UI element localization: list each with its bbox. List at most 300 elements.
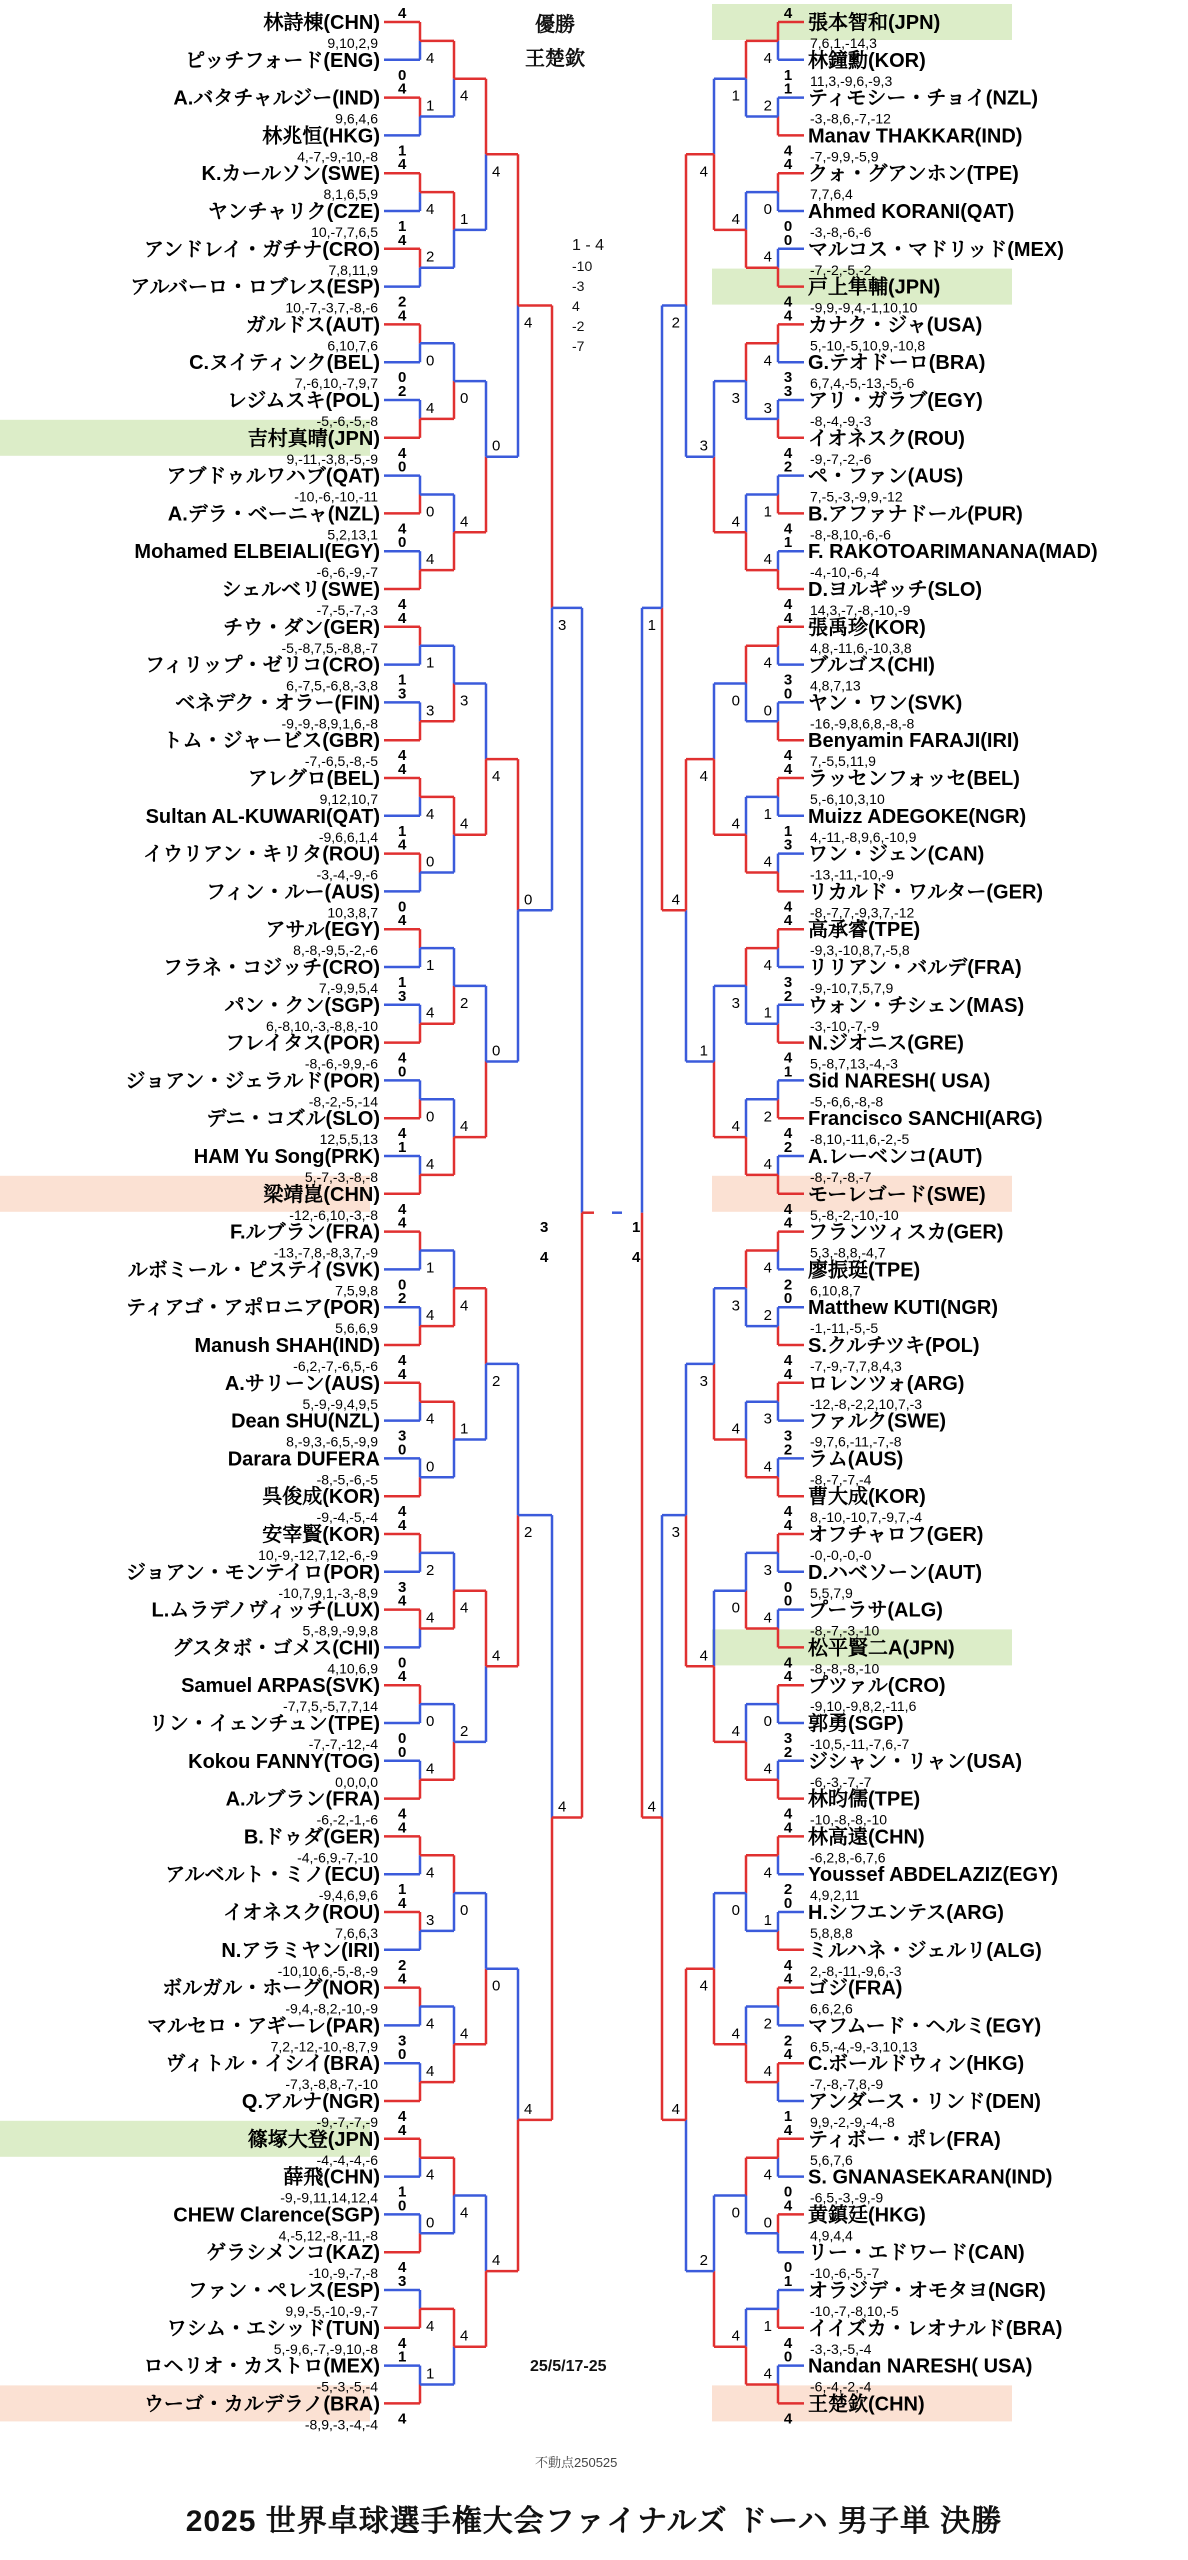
final-score-a: 1 [572,237,581,254]
player-name-left: N.アラミヤン(IRI) [221,1939,380,1962]
games-won-left: 1 [398,671,407,689]
page-title: 2025 世界卓球選手権大会ファイナルズ ドーハ 男子単 決勝 [185,2505,1003,2538]
games-won-left: 4 [398,1517,407,1534]
match-score-left: -6,-2,-1,-6 [316,1811,378,1828]
round-games-right: 1 [763,2317,772,2335]
match-score-right: 5,5,7,9 [810,1584,853,1601]
player-name-right: オフチャロフ(GER) [808,1524,984,1546]
match-score-left: -8,-5,-6,-5 [316,1471,378,1488]
player-name-right: Nandan NARESH( USA) [808,2355,1033,2378]
match-score-left: -7,3,-8,8,-7,-10 [285,2076,378,2093]
player-name-right: Matthew KUTI(NGR) [808,1297,998,1320]
match-score-left: 4,-7,-9,-10,-8 [297,148,378,165]
round-games-right: 2 [699,2252,708,2270]
player-name-left: ファン・ペレス(ESP) [187,2280,380,2302]
games-won-right: 4 [783,761,793,778]
match-score-left: 7,-6,10,-7,9,7 [294,375,378,392]
games-won-right: 4 [783,1214,793,1232]
games-won-right: 0 [783,2183,793,2201]
match-score-left: -10,-6,-10,-11 [294,488,378,505]
round-games-right: 1 [763,503,772,521]
games-won-right: 4 [783,142,793,160]
player-name-left: ルボミール・ピステイ(SVK) [127,1259,380,1282]
player-name-right: 林高遠(CHN) [808,1826,925,1849]
round-games-right: 3 [671,1524,680,1542]
player-name-left: Q.アルナ(NGR) [241,2091,380,2113]
round-games-right: 2 [763,97,772,115]
games-won-right: 3 [783,836,793,854]
match-score-right: -3,-3,-5,-4 [810,2340,872,2357]
match-score-right: -6,-4,-2,-4 [810,2378,872,2395]
round-games-right: 4 [763,654,772,672]
player-name-right: マフムード・ヘルミ(EGY) [808,2015,1042,2038]
match-score-left: 8,1,6,5,9 [323,186,378,203]
games-won-right: 1 [783,822,793,840]
round-games-left: 0 [426,1108,435,1126]
games-won-right: 4 [783,1200,793,1218]
round-games-left: 1 [426,957,435,975]
games-won-left: 1 [398,974,407,991]
games-won-left: 4 [398,1200,407,1218]
match-score-right: 11,3,-9,6,-9,3 [810,72,893,89]
round-games-left: 2 [492,1372,501,1390]
player-name-right: 張禹珍(KOR) [808,616,926,639]
games-won-left: 4 [398,5,407,22]
player-name-left: K.カールソン(SWE) [201,163,380,186]
match-score-left: -8,-6,-9,9,-6 [304,1055,378,1072]
player-name-left: A.ルブラン(FRA) [225,1788,380,1811]
round-games-right: 4 [699,163,708,181]
match-score-right: -3,-10,-7,-9 [810,1017,880,1034]
match-score-right: -8,-8,-8,-10 [810,1660,880,1677]
match-score-right: -9,3,-10,8,7,-5,8 [810,942,910,959]
player-name-left: Samuel ARPAS(SVK) [181,1675,380,1698]
player-name-right: フランツィスカ(GER) [808,1221,1004,1244]
games-won-left: 4 [398,231,407,249]
games-won-right: 0 [783,1578,793,1596]
player-name-right: B.アファナドール(PUR) [808,503,1023,526]
round-games-right: 0 [763,702,772,720]
match-score-right: 6,10,8,7 [810,1282,861,1299]
player-name-right: ヤン・ワン(SVK) [808,692,963,715]
match-score-left: 9,9,-5,-10,-9,-7 [285,2303,378,2319]
round-games-right: 4 [731,2025,740,2043]
player-name-left: 安宰賢(KOR) [262,1524,380,1546]
match-score-right: 5,6,7,6 [810,2151,853,2168]
match-score-right: 7,-5,5,11,9 [810,753,876,770]
final-score-sep: - [585,237,591,254]
match-score-left: -10,7,9,1,-3,-8,9 [278,1584,378,1601]
player-name-left: リン・イェンチュン(TPE) [148,1713,380,1735]
round-games-right: 4 [731,1722,740,1740]
match-score-left: -13,-7,8,-8,3,7,-9 [273,1244,378,1261]
match-score-right: 5,-8,-2,-10,-10 [810,1206,899,1223]
games-won-left: 0 [398,1730,407,1747]
player-name-left: シェルベリ(SWE) [221,579,380,601]
games-won-left: 1 [398,218,407,235]
match-score-right: -7,-9,-7,7,8,4,3 [810,1358,902,1374]
player-name-left: HAM Yu Song(PRK) [193,1146,380,1168]
match-score-right: -9,10,-9,8,2,-11,6 [810,1698,917,1715]
games-won-left: 0 [398,1654,407,1672]
match-score-left: 5,-9,6,-7,-9,10,-8 [273,2340,378,2357]
games-won-left: 1 [398,2348,407,2366]
player-name-left: ロヘリオ・カストロ(MEX) [143,2355,380,2378]
games-won-right: 4 [783,2121,793,2139]
games-won-right: 4 [783,1805,793,1823]
match-score-left: 7,2,-12,-10,-8,7,9 [270,2038,378,2055]
round-games-right: 4 [763,1864,772,1882]
round-games-left: 0 [426,352,435,370]
round-games-right: 4 [763,248,772,266]
round-games-left: 1 [426,1259,435,1277]
games-won-left: 0 [398,2197,407,2215]
final-game-3: 4 [572,298,580,314]
player-name-left: ワシム・エシッド(TUN) [166,2317,380,2340]
games-won-left: 1 [398,142,407,160]
player-name-left: 林兆恒(HKG) [262,125,380,148]
round-games-right: 0 [731,2204,740,2222]
match-score-right: 4,8,7,13 [810,677,861,694]
match-score-right: -10,-6,-5,-7 [810,2265,880,2282]
games-won-right: 0 [783,218,793,235]
round-games-left: 3 [426,1911,435,1929]
round-games-left: 4 [460,1297,469,1315]
round-games-right: 4 [731,2327,740,2345]
match-score-right: 5,-8,7,13,-4,-3 [810,1055,898,1072]
round-games-right: 4 [763,2365,772,2383]
player-name-left: フィリップ・ゼリコ(CRO) [145,654,380,677]
games-won-right: 1 [783,2108,793,2125]
games-won-right: 4 [783,912,793,930]
player-name-left: イウリアン・キリタ(ROU) [143,843,380,866]
player-name-right: D.ヨルギッチ(SLO) [808,579,983,601]
player-name-right: ワン・ジェン(CAN) [808,843,985,866]
match-score-left: -8,-2,-5,-14 [308,1093,378,1110]
games-won-right: 1 [783,66,793,84]
round-games-right: 2 [763,1307,772,1325]
player-name-left: A.デラ・ベーニャ(NZL) [167,503,380,526]
round-games-left: 0 [492,1042,501,1060]
match-score-left: -7,-7,-12,-4 [308,1736,378,1752]
games-won-left: 4 [398,2410,407,2428]
round-games-right: 4 [763,853,772,871]
games-won-left: 4 [398,912,407,930]
games-won-right: 3 [783,974,793,991]
match-score-right: -9,7,6,-11,-7,-8 [810,1433,902,1450]
round-games-right: 4 [763,352,772,370]
match-score-left: 10,-7,-3,7,-8,-6 [285,299,378,316]
round-games-right: 4 [763,49,772,67]
match-score-right: -13,-11,-10,-9 [810,866,894,883]
games-won-left: 4 [398,156,407,174]
games-won-right: 3 [783,671,793,689]
games-won-right: 4 [783,2197,793,2215]
player-name-left: ティアゴ・アポロニア(POR) [125,1297,380,1320]
final-game-5: -7 [572,338,585,354]
round-games-right: 3 [699,437,708,455]
match-score-left: -5,-3,-5,-4 [316,2378,378,2395]
round-games-left: 4 [426,1004,435,1022]
round-games-right: 0 [763,1713,772,1731]
player-name-right: 林昀儒(TPE) [808,1788,921,1811]
games-won-right: 4 [783,2046,793,2064]
player-name-left: B.ドゥダ(GER) [243,1826,380,1849]
games-won-right: 1 [783,2273,793,2290]
match-score-right: -6,2,8,-6,7,6 [810,1849,886,1866]
round-games-left: 1 [426,97,435,115]
player-name-left: ヴィトル・イシイ(BRA) [165,2053,380,2076]
round-games-right: 1 [731,87,740,105]
player-name-left: A.バタチャルジー(IND) [173,87,380,110]
match-score-right: 2,-8,-11,-9,6,-3 [810,1962,902,1979]
round-games-left: 0 [492,1977,501,1995]
final-games-right: 1 [632,1219,641,1236]
player-name-left: 林詩棟(CHN) [263,12,380,34]
player-name-left: 呉俊成(KOR) [262,1486,380,1509]
match-score-left: 10,3,8,7 [327,904,378,921]
match-score-left: 6,-7,5,-6,8,-3,8 [286,677,378,694]
match-score-right: -9,-10,7,5,7,9 [810,980,894,996]
round-games-right: 2 [763,1108,772,1126]
games-won-right: 3 [783,1427,793,1445]
match-score-left: 8,-8,-9,5,-2,-6 [293,942,378,959]
games-won-right: 3 [783,369,793,387]
round-games-left: 2 [460,994,469,1012]
match-score-right: -6,-3,-7,-7 [810,1773,872,1790]
games-won-left: 0 [398,66,407,84]
round-games-right: 4 [699,1647,708,1665]
player-name-right: ティモシー・チョイ(NZL) [808,87,1038,110]
games-won-left: 4 [398,1214,407,1232]
round-games-left: 0 [426,2214,435,2232]
player-name-right: プツァル(CRO) [808,1675,946,1698]
player-name-left: ウーゴ・カルデラノ(BRA) [143,2393,380,2416]
match-score-left: 5,2,13,1 [327,526,378,543]
round-games-right: 4 [731,815,740,833]
player-name-left: CHEW Clarence(SGP) [173,2204,380,2227]
match-score-left: 9,-11,-3,8,-5,-9 [286,450,378,467]
games-won-right: 0 [783,685,793,703]
games-won-left: 4 [398,1819,407,1837]
player-name-right: イオネスク(ROU) [808,427,965,450]
player-name-left: トム・ジャービス(GBR) [162,730,380,753]
match-score-left: -7,-6,5,-8,-5 [304,753,378,770]
player-name-left: ジョアン・ジェラルド(POR) [125,1070,380,1093]
round-games-left: 4 [426,2317,435,2335]
match-score-left: -9,6,6,1,4 [318,828,378,845]
match-score-left: 9,6,4,6 [335,110,378,127]
games-won-right: 4 [783,747,793,765]
games-won-right: 4 [783,1819,793,1837]
games-won-right: 1 [783,80,793,98]
round-games-right: 3 [731,994,740,1012]
match-score-left: 9,12,10,7 [319,791,378,807]
player-name-left: グスタボ・ゴメス(CHI) [172,1637,380,1660]
games-won-right: 4 [783,1352,793,1369]
player-name-left: 薛飛(CHN) [283,2166,380,2189]
match-score-right: -3,-8,-6,-6 [810,224,872,240]
round-games-right: 1 [647,616,656,634]
player-name-left: L.ムラデノヴィッチ(LUX) [151,1599,380,1622]
round-games-right: 4 [731,1118,740,1136]
games-won-left: 3 [398,1427,407,1445]
final-game-1: -10 [572,258,593,274]
match-score-left: -9,4,6,9,6 [318,1887,378,1904]
player-name-left: A.サリーン(AUS) [224,1372,380,1395]
player-name-left: ガルドス(AUT) [245,314,380,337]
match-score-right: 5,3,-8,8,-4,7 [810,1244,886,1261]
match-score-right: -1,-11,-5,-5 [810,1320,879,1337]
player-name-right: 黄鎮廷(HKG) [808,2204,926,2227]
match-score-left: 6,-8,10,-3,-8,8,-10 [265,1017,378,1034]
player-name-right: マルコス・マドリッド(MEX) [808,238,1064,261]
player-name-right: 林鐘勳(KOR) [808,49,926,72]
games-won-left: 4 [398,761,407,778]
round-games-right: 4 [731,513,740,531]
round-games-left: 4 [460,87,469,105]
games-won-left: 2 [398,383,407,400]
games-won-left: 4 [398,1503,407,1521]
champion-label: 優勝 [535,14,575,36]
round-games-right: 4 [699,768,708,786]
games-won-left: 4 [398,307,407,325]
match-score-left: 12,5,5,13 [319,1131,378,1148]
match-score-right: -7,-8,-7,8,-9 [810,2076,884,2093]
round-games-right: 4 [763,1760,772,1778]
player-name-right: D.ハベソーン(AUT) [808,1561,983,1584]
player-name-left: ベネデク・オラー(FIN) [175,692,380,715]
player-name-left: 梁靖崑(CHN) [263,1183,380,1206]
games-won-left: 2 [398,1956,407,1974]
games-won-left: 3 [398,685,407,703]
round-games-left: 4 [426,1864,435,1882]
match-score-right: 7,6,1,-14,3 [810,35,877,51]
round-games-right: 4 [731,210,740,228]
player-name-left: ヤンチャリク(CZE) [207,201,380,223]
match-score-right: -10,-7,-8,10,-5 [810,2303,899,2319]
round-games-left: 4 [426,2166,435,2184]
match-score-right: 6,5,-4,-9,-3,10,13 [810,2038,918,2055]
match-score-right: -8,-7,-3,-10 [810,1622,880,1639]
match-score-left: 0,0,0,0 [335,1773,378,1790]
player-name-right: C.ボールドウィン(HKG) [808,2053,1025,2076]
credit-label: 不動点250525 [535,2455,618,2470]
match-score-left: 9,10,2,9 [327,35,378,51]
player-name-left: Mohamed ELBEIALI(EGY) [134,541,380,564]
round-games-left: 0 [426,853,435,871]
round-games-left: 4 [426,2063,435,2081]
games-won-right: 4 [783,1049,793,1067]
round-games-right: 4 [763,1259,772,1277]
games-won-left: 4 [398,2121,407,2139]
round-games-left: 3 [558,616,567,634]
round-games-left: 4 [460,2025,469,2043]
games-won-right: 4 [783,2334,793,2352]
games-won-right: 4 [783,1668,793,1686]
match-score-right: -8,10,-11,6,-2,-5 [810,1131,910,1148]
round-games-right: 4 [731,1420,740,1438]
games-won-right: 1 [783,1063,793,1081]
player-name-left: Sultan AL-KUWARI(QAT) [145,805,380,828]
games-won-right: 4 [783,293,793,311]
match-score-left: 7,6,6,3 [335,1925,378,1941]
match-score-right: -8,-7,-7,-4 [810,1471,872,1488]
final-games-right-2: 4 [632,1249,641,1266]
player-name-left: パン・クン(SGP) [224,994,380,1017]
round-games-right: 4 [763,957,772,975]
player-name-right: Ahmed KORANI(QAT) [808,201,1015,223]
games-won-left: 0 [398,1063,407,1081]
games-won-right: 4 [783,1956,793,1974]
player-name-right: クォ・グアンホン(TPE) [808,163,1019,186]
player-name-right: Benyamin FARAJI(IRI) [808,730,1020,753]
player-name-left: チウ・ダン(GER) [223,616,380,639]
round-games-left: 4 [524,314,533,332]
round-games-right: 0 [763,2214,772,2232]
games-won-right: 1 [783,534,793,552]
games-won-left: 3 [398,987,407,1005]
match-score-left: -6,2,-7,-6,5,-6 [293,1358,378,1374]
games-won-left: 4 [398,747,407,765]
player-name-left: アブドゥルワハブ(QAT) [166,465,380,488]
match-score-right: -10,5,-11,-7,6,-7 [810,1736,910,1752]
round-games-right: 0 [731,1599,740,1617]
player-name-right: プーラサ(ALG) [808,1599,943,1622]
round-games-left: 4 [460,1118,469,1136]
round-games-left: 4 [460,513,469,531]
games-won-left: 4 [398,520,407,538]
player-name-right: Francisco SANCHI(ARG) [808,1108,1043,1131]
games-won-right: 4 [783,596,793,613]
games-won-right: 4 [783,1970,793,1988]
match-score-left: -9,4,-8,2,-10,-9 [285,2000,378,2017]
round-games-left: 4 [426,1155,435,1173]
round-games-left: 4 [492,1647,501,1665]
round-games-right: 4 [647,1798,656,1816]
player-name-left: ゲラシメンコ(KAZ) [206,2242,380,2265]
player-name-right: 松平賢二A(JPN) [808,1637,955,1660]
player-name-right: ブルゴス(CHI) [808,654,935,677]
player-name-right: ゴジ(FRA) [808,1977,903,2000]
match-score-left: -10,-9,-7,-8 [308,2265,378,2282]
player-name-left: アルバーロ・ロブレス(ESP) [130,276,380,299]
match-score-left: -9,-9,11,14,12,4 [280,2189,378,2206]
match-score-right: -7,-2,-5,-2 [810,261,872,278]
games-won-left: 0 [398,458,407,476]
match-score-right: 5,-10,-5,10,9,-10,8 [810,337,926,354]
player-name-right: ペ・ファン(AUS) [808,465,964,488]
match-score-right: 4,-11,-8,9,6,-10,9 [810,828,917,845]
games-won-right: 4 [783,2410,793,2428]
match-score-left: 5,-9,-9,4,9,5 [302,1395,378,1412]
match-score-right: 4,9,4,4 [810,2227,853,2244]
games-won-left: 0 [398,898,407,916]
games-won-left: 4 [398,1049,407,1067]
date-label: 25/5/17-25 [530,2358,607,2375]
round-games-right: 4 [763,551,772,569]
player-name-left: デニ・コズル(SLO) [206,1108,380,1131]
match-score-left: -10,10,6,-5,-8,-9 [277,1962,378,1979]
match-score-right: 5,-6,10,3,10 [810,791,885,807]
match-score-right: 14,3,-7,-8,-10,-9 [810,602,911,618]
games-won-left: 4 [398,596,407,613]
games-won-left: 1 [398,1139,407,1156]
round-games-right: 4 [763,1155,772,1173]
player-name-left: フレイタス(POR) [225,1032,380,1055]
round-games-left: 4 [460,1599,469,1617]
match-score-right: -8,-7,7,-9,3,7,-12 [810,904,915,921]
